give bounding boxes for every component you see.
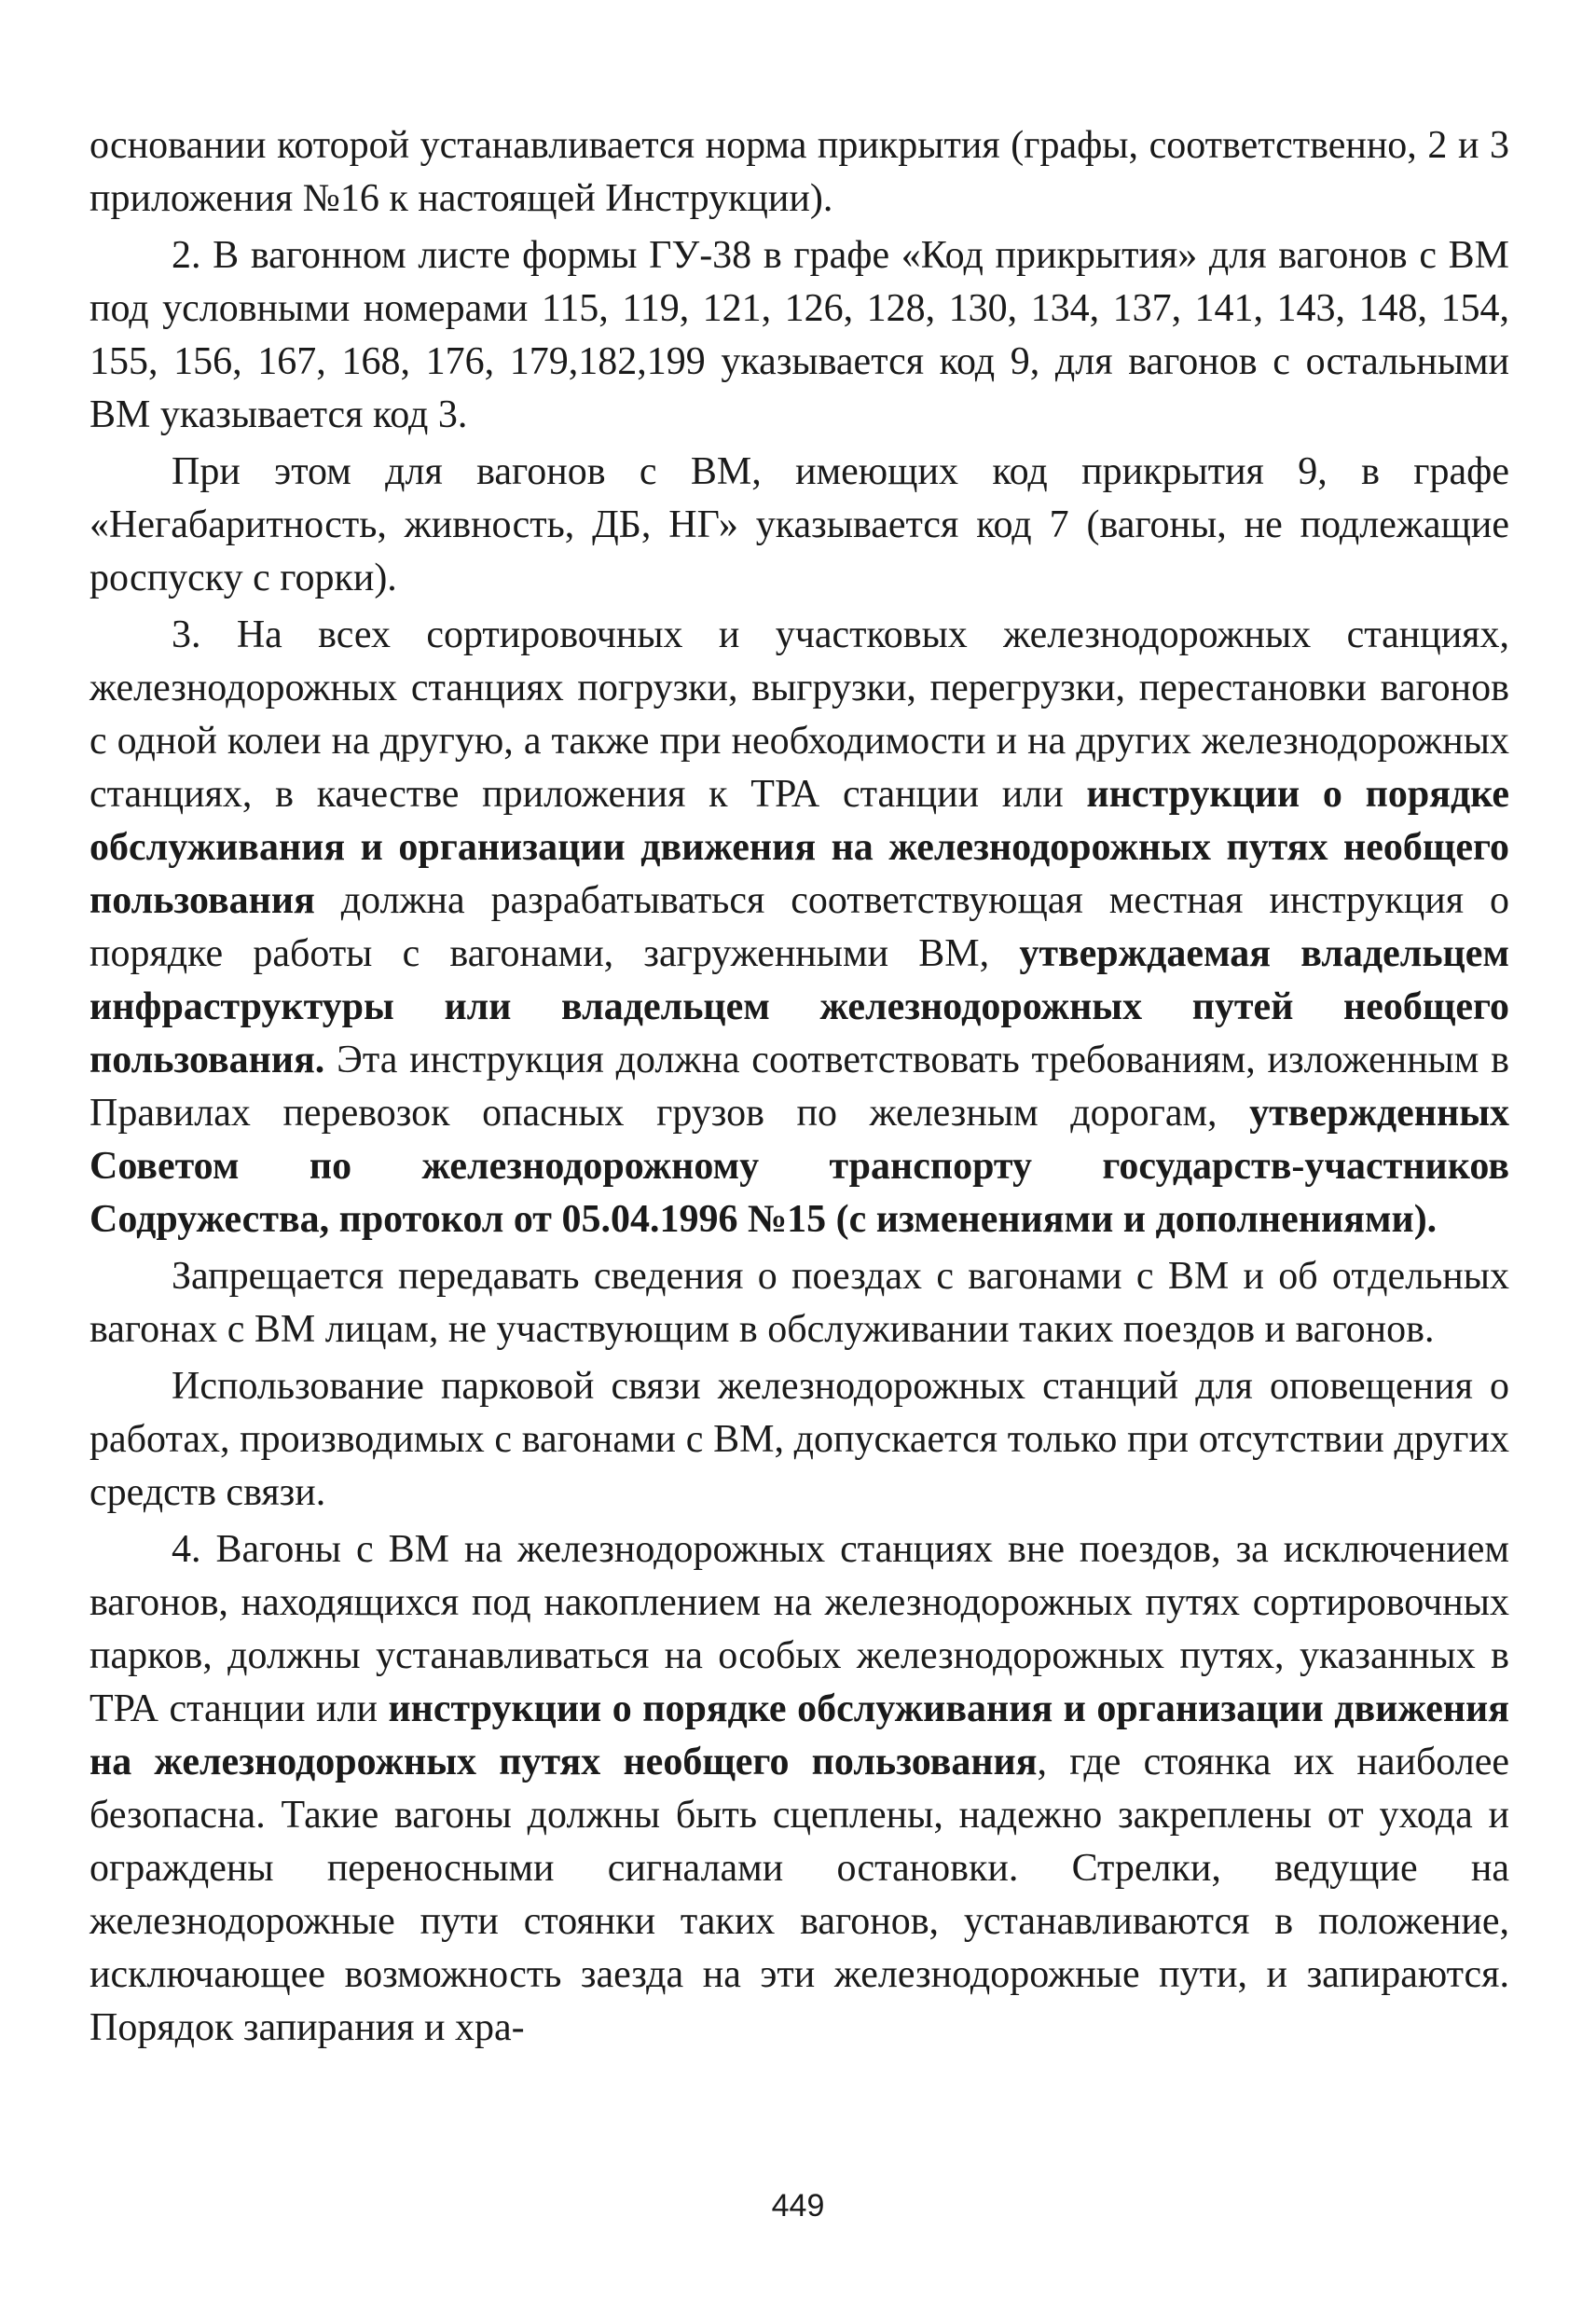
paragraph-5 <box>89 1250 1509 1356</box>
paragraph-2 <box>89 229 1509 442</box>
text-segment: 3. На всех сортировочных и участковых железнодорожных станциях, железнодорожных станциях погрузки, выгрузки, перегрузки, перестановки вагонов с одной колеи на другую, а также при необходимости и на других железнодорожных станциях, в качестве приложения к ТРА станции или <box>89 613 1509 816</box>
text-segment: При этом для вагонов с ВМ, имеющих код прикрытия 9, в графе «Негабаритность, живность, ДБ, НГ» указывается код 7 (вагоны, не подлежащие роспуску с горки). <box>89 450 1509 599</box>
page-number: 449 <box>771 2188 825 2224</box>
text-segment: 2. В вагонном листе формы ГУ-38 в графе «Код прикрытия» для вагонов с ВМ под условными номерами 115, 119, 121, 126, 128, 130, 134, 137, 141, 143, 148, 154, 155, 156, 167, 168, 176, 179,182,199 указывается код 9, для вагонов с остальными ВМ указывается код 3. <box>89 234 1509 436</box>
text-segment: , где стоянка их наиболее безопасна. Такие вагоны должны быть сцеплены, надежно закреплены от ухода и ограждены переносными сигналами остановки. Стрелки, ведущие на железнодорожные пути стоянки таких вагонов, устанавливаются в положение, исключающее возможность заезда на эти железнодорожные пути, и запираются. Порядок запирания и хра- <box>89 1741 1509 2049</box>
bold-text-segment: утверждаемая владельцем инфраструктуры или владельцем железнодорожных путей необщего пользования. <box>89 932 1510 1081</box>
text-segment: 4. Вагоны с ВМ на железнодорожных станциях вне поездов, за исключением вагонов, находящихся под накоплением на железнодорожных путях сортировочных парков, должны устанавливаться на особых железнодорожных путях, указанных в ТРА станции или <box>89 1528 1509 1730</box>
text-segment: основании которой устанавливается норма прикрытия (графы, соответственно, 2 и 3 приложения №16 к настоящей Инструкции). <box>89 124 1509 220</box>
bold-text-segment: инструкции о порядке обслуживания и организации движения на железнодорожных путях необщего пользования <box>89 773 1509 922</box>
paragraph-7 <box>89 1523 1509 2055</box>
text-segment: Использование парковой связи железнодорожных станций для оповещения о работах, производимых с вагонами с ВМ, допускается только при отсутствии других средств связи. <box>89 1365 1509 1514</box>
paragraph-6 <box>89 1360 1509 1520</box>
paragraph-4 <box>89 609 1509 1246</box>
text-segment: Эта инструкция должна соответствовать требованиям, изложенным в Правилах перевозок опасных грузов по железным дорогам, <box>89 1039 1509 1135</box>
text-segment: должна разрабатываться соответствующая местная инструкция о порядке работы с вагонами, загруженными ВМ, <box>89 879 1509 975</box>
text-segment: Запрещается передавать сведения о поездах с вагонами с ВМ и об отдельных вагонах с ВМ лицам, не участвующим в обслуживании таких поездов и вагонов. <box>89 1255 1509 1351</box>
bold-text-segment: утвержденных Советом по железнодорожному транспорту государств-участников Содружества, протокол от 05.04.1996 №15 (с изменениями и дополнениями). <box>89 1092 1509 1241</box>
document-body <box>89 119 1509 2058</box>
bold-text-segment: инструкции о порядке обслуживания и организации движения на железнодорожных путях необщего пользования <box>89 1687 1509 1783</box>
paragraph-1 <box>89 119 1509 226</box>
paragraph-3 <box>89 446 1509 605</box>
